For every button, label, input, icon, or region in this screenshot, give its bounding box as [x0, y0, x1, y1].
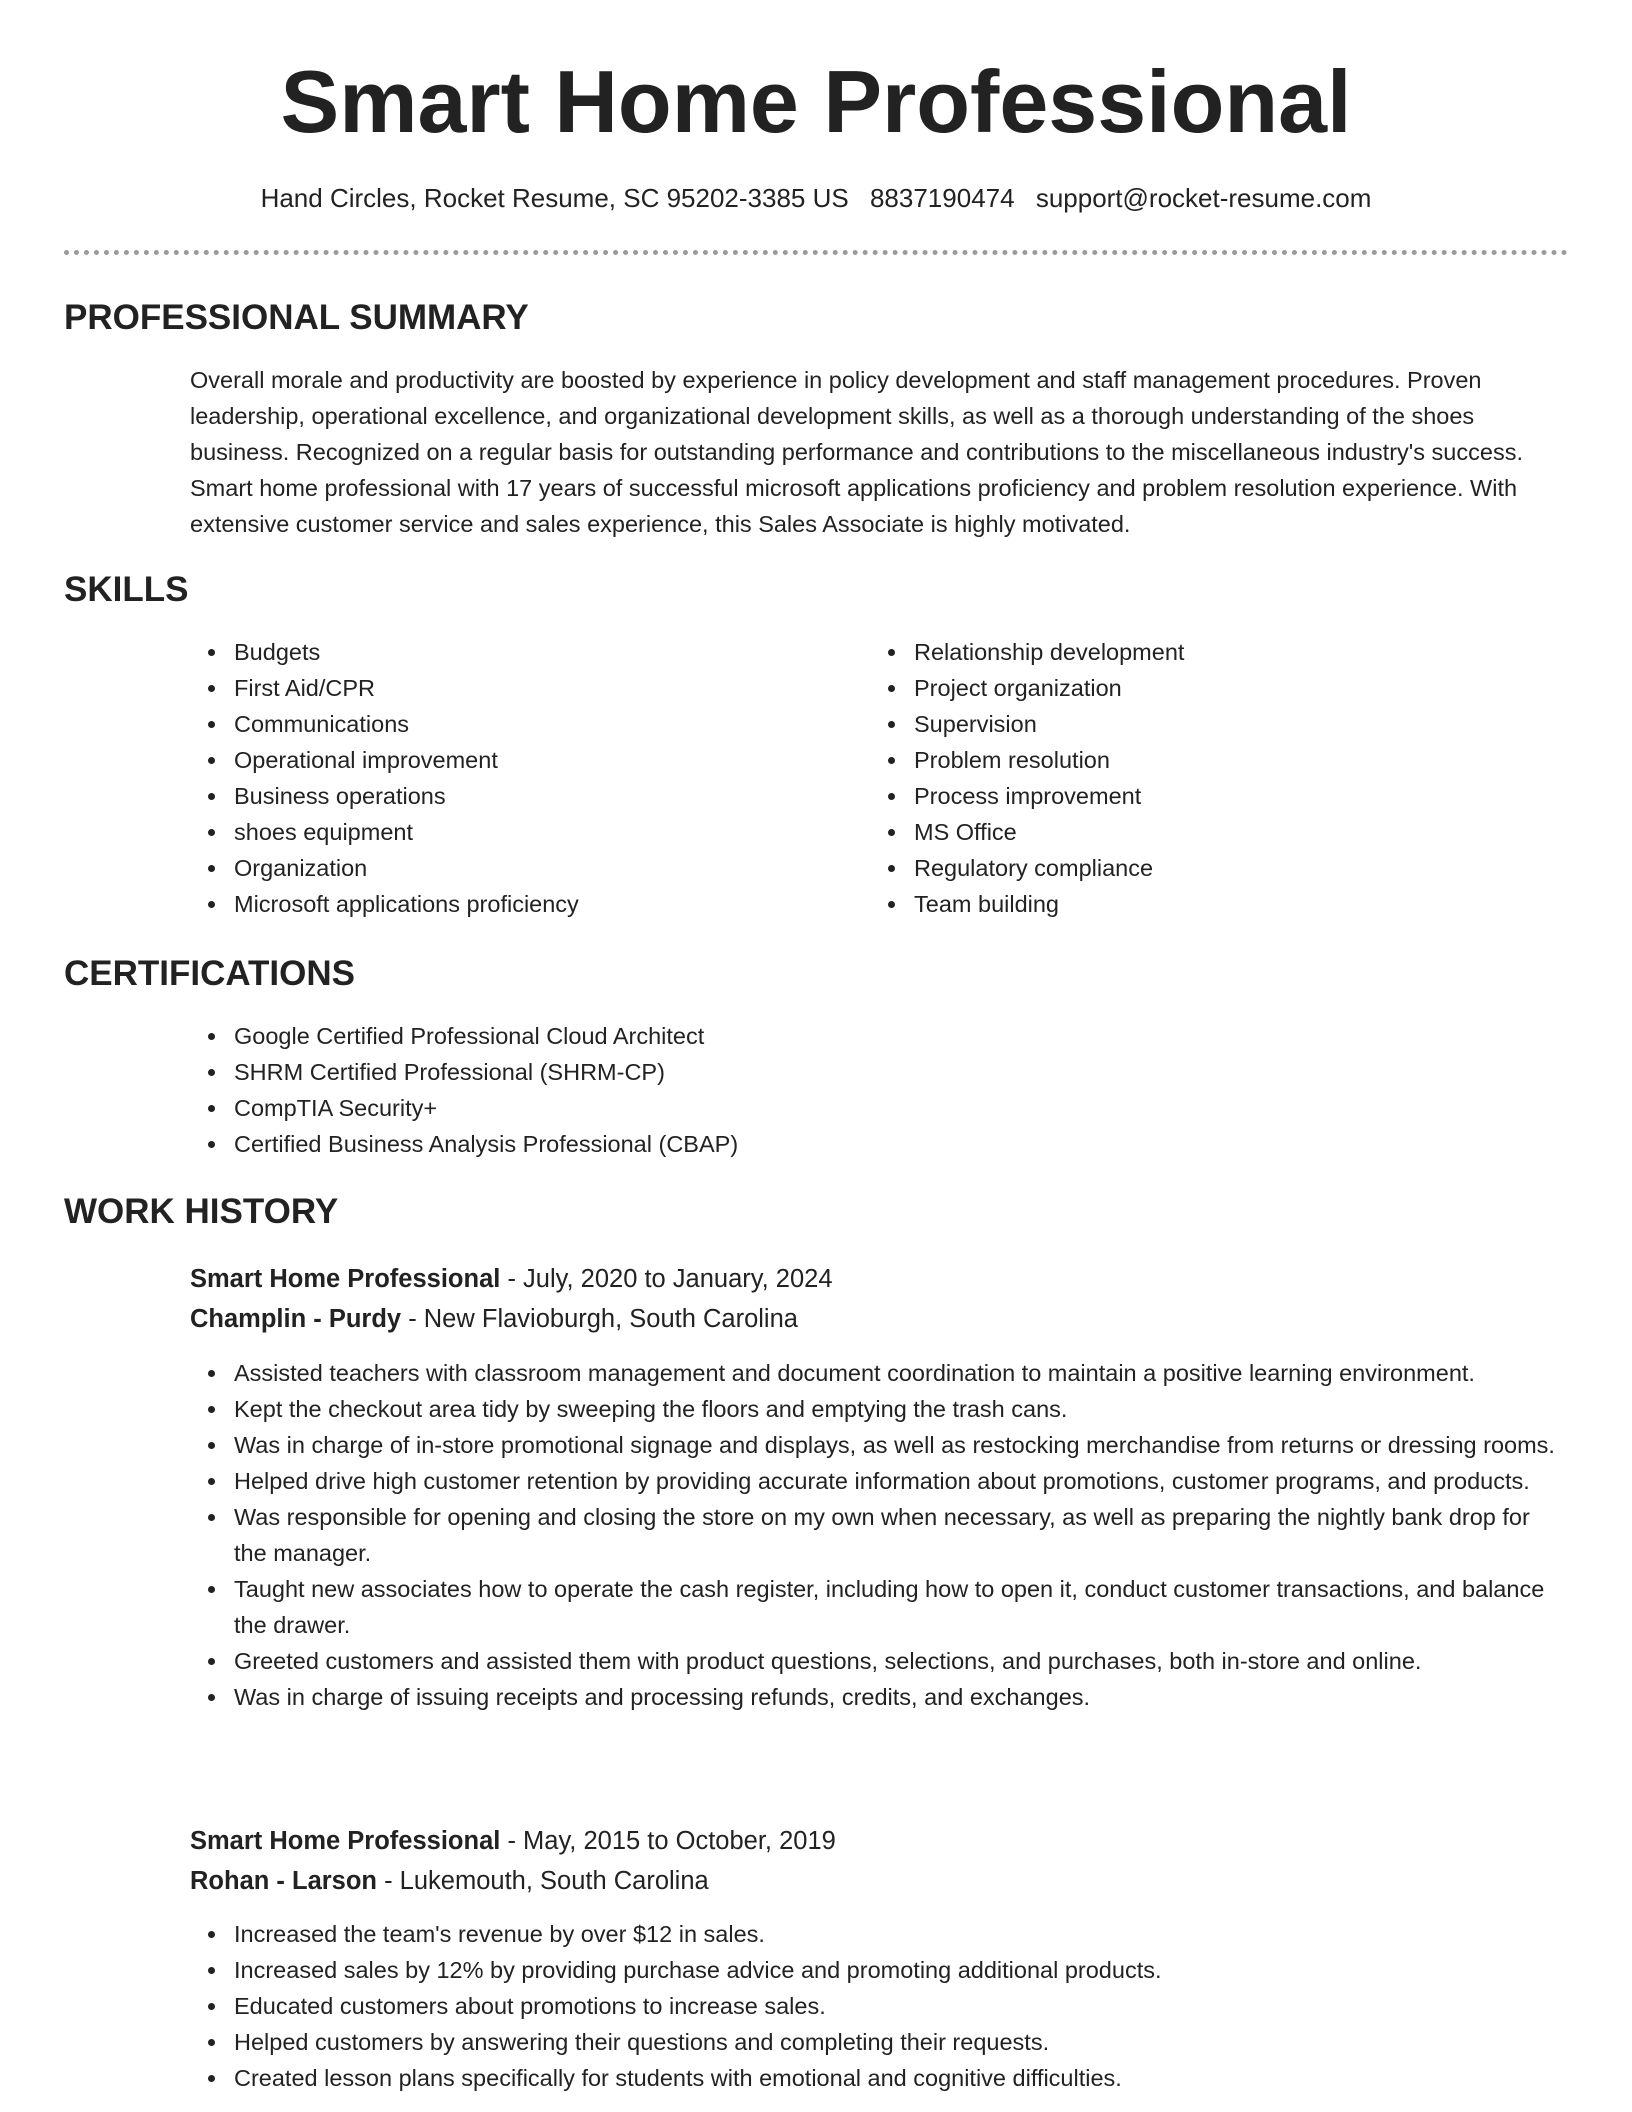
job-duty-item: Was in charge of issuing receipts and processing refunds, credits, and exchanges. — [190, 1679, 1568, 1715]
section-title-summary: PROFESSIONAL SUMMARY — [64, 298, 529, 337]
job-duty-item: Increased sales by 12% by providing purchase advice and promoting additional products. — [190, 1952, 1568, 1988]
job-duty-item: Educated customers about promotions to increase sales. — [190, 1988, 1568, 2024]
section-title-skills: SKILLS — [64, 570, 189, 609]
job-duty-item: Helped drive high customer retention by providing accurate information about promotions, customer programs, and products. — [190, 1463, 1568, 1499]
skill-item: Project organization — [870, 670, 1510, 706]
job-duty-item: Kept the checkout area tidy by sweeping the floors and emptying the trash cans. — [190, 1391, 1568, 1427]
skill-item: Organization — [190, 850, 830, 886]
job-company-line — [190, 1862, 709, 1900]
job-dates: - July, 2020 to January, 2024 — [500, 1265, 833, 1293]
contact-line — [64, 180, 1568, 216]
job-duty-item: Was in charge of in-store promotional signage and displays, as well as restocking merchandise from returns or dressing rooms. — [190, 1427, 1568, 1463]
job-duty-item: Assisted teachers with classroom management and document coordination to maintain a positive learning environment. — [190, 1355, 1568, 1391]
job-duty-item: Created lesson plans specifically for students with emotional and cognitive difficulties. — [190, 2060, 1568, 2096]
skill-item: shoes equipment — [190, 814, 830, 850]
job-duty-item: Was responsible for opening and closing the store on my own when necessary, as well as preparing the nightly bank drop for the manager. — [190, 1499, 1568, 1571]
email-address: support@rocket-resume.com — [1035, 183, 1372, 213]
certification-item: SHRM Certified Professional (SHRM-CP) — [190, 1054, 1490, 1090]
skill-item: Operational improvement — [190, 742, 830, 778]
candidate-name: Smart Home Professional — [280, 52, 1352, 151]
job-location: - Lukemouth, South Carolina — [377, 1867, 709, 1895]
skill-item: Regulatory compliance — [870, 850, 1510, 886]
job-dates: - May, 2015 to October, 2019 — [500, 1827, 836, 1855]
skill-item: Team building — [870, 886, 1510, 922]
job-duty-item: Greeted customers and assisted them with product questions, selections, and purchases, both in-store and online. — [190, 1643, 1568, 1679]
job-duties-list — [190, 1916, 1568, 2096]
skill-item: Process improvement — [870, 778, 1510, 814]
job-title-line — [190, 1260, 833, 1298]
job-duty-item: Helped customers by answering their questions and completing their requests. — [190, 2024, 1568, 2060]
skill-item: Relationship development — [870, 634, 1510, 670]
job-title-line — [190, 1822, 836, 1860]
address: Hand Circles, Rocket Resume, SC 95202-3385 US — [260, 183, 849, 213]
section-title-certifications: CERTIFICATIONS — [64, 954, 356, 993]
skill-item: Business operations — [190, 778, 830, 814]
job-role: Smart Home Professional — [190, 1827, 501, 1855]
certification-item: CompTIA Security+ — [190, 1090, 1490, 1126]
certification-item: Google Certified Professional Cloud Architect — [190, 1018, 1490, 1054]
section-title-work-history: WORK HISTORY — [64, 1192, 339, 1231]
certifications-list — [190, 1018, 1490, 1162]
phone-number: 8837190474 — [869, 183, 1015, 213]
job-location: - New Flavioburgh, South Carolina — [401, 1305, 798, 1333]
job-company: Rohan - Larson — [190, 1867, 378, 1895]
skill-item: Communications — [190, 706, 830, 742]
skill-item: Problem resolution — [870, 742, 1510, 778]
header-divider — [64, 250, 1568, 255]
skills-list-right — [870, 634, 1510, 922]
skill-item: Budgets — [190, 634, 830, 670]
certification-item: Certified Business Analysis Professional (CBAP) — [190, 1126, 1490, 1162]
job-duty-item: Increased the team's revenue by over $12 in sales. — [190, 1916, 1568, 1952]
skill-item: First Aid/CPR — [190, 670, 830, 706]
skill-item: MS Office — [870, 814, 1510, 850]
skills-list-left — [190, 634, 830, 922]
job-role: Smart Home Professional — [190, 1265, 501, 1293]
job-company: Champlin - Purdy — [190, 1305, 402, 1333]
skill-item: Microsoft applications proficiency — [190, 886, 830, 922]
skill-item: Supervision — [870, 706, 1510, 742]
summary-text: Overall morale and productivity are boosted by experience in policy development and staff management procedures. Proven leadership, operational excellence, and organizational development skills, as well as a thorough understanding of the shoes business. Recognized on a regular basis for outstanding performance and contributions to the miscellaneous industry's success. Smart home professional with 17 years of successful microsoft applications proficiency and problem resolution experience. With extensive customer service and sales experience, this Sales Associate is highly motivated. — [190, 367, 1523, 537]
job-duties-list — [190, 1355, 1568, 1715]
job-duty-item: Taught new associates how to operate the cash register, including how to open it, conduct customer transactions, and balance the drawer. — [190, 1571, 1568, 1643]
job-company-line — [190, 1300, 798, 1338]
